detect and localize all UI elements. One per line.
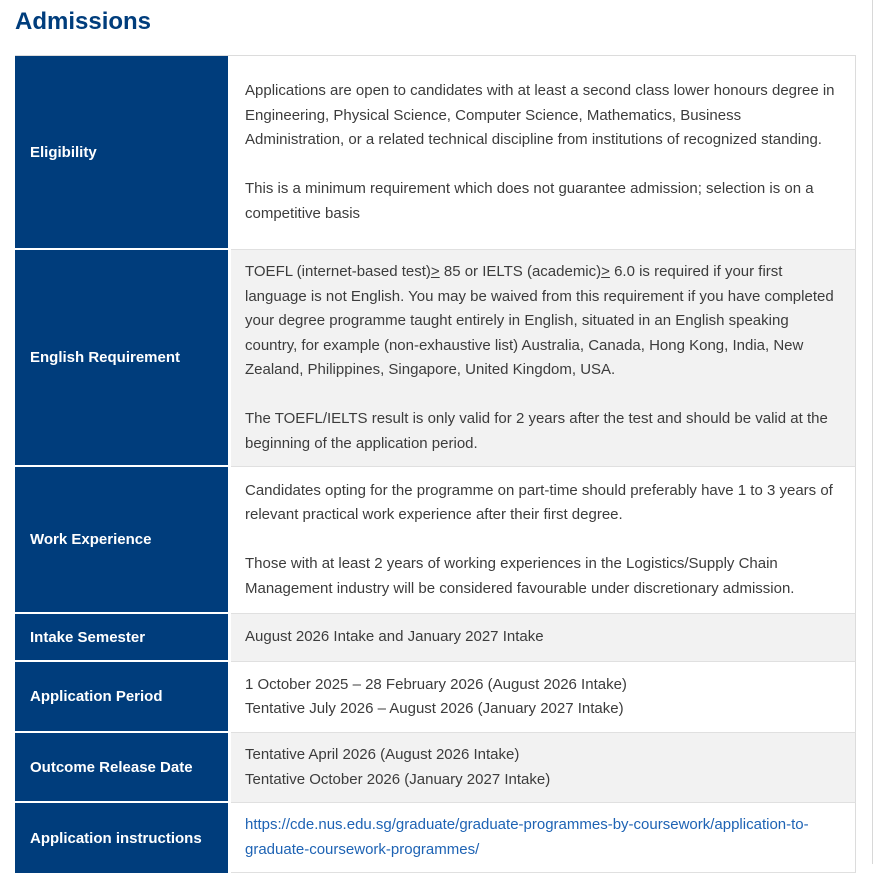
- row-label-text: Application Period: [30, 688, 163, 705]
- application-period-line-2: Tentative July 2026 – August 2026 (January 2027 Intake): [245, 700, 624, 717]
- row-label-text: Application instructions: [30, 829, 202, 847]
- text-segment: 85 or IELTS (academic): [439, 263, 602, 280]
- row-label-eligibility: [15, 56, 231, 250]
- row-content-outcome-release-date: [231, 733, 856, 803]
- row-label-intake-semester: [15, 614, 231, 662]
- application-instructions-paragraph: [245, 813, 840, 862]
- english-requirement-paragraph-2: The TOEFL/IELTS result is only valid for 2 years after the test and should be valid at the beginning of the application period.: [245, 410, 828, 452]
- english-requirement-paragraph-1: [245, 260, 840, 383]
- table-row-application-period: [15, 662, 856, 733]
- gte-symbol: >: [430, 263, 440, 280]
- row-label-outcome-release-date: [15, 733, 231, 803]
- row-content-application-period: [231, 662, 856, 733]
- page-edge-divider: [872, 0, 873, 864]
- intake-semester-value: August 2026 Intake and January 2027 Intake: [245, 628, 544, 646]
- eligibility-paragraph-1: Applications are open to candidates with at least a second class lower honours degree in Engineering, Physical Science, Computer Science, Mathematics, Business Administration, or a related technical discipline from institutions of recognized standing.: [245, 82, 835, 148]
- outcome-release-date-lines: [245, 743, 840, 792]
- row-content-application-instructions: [231, 803, 856, 873]
- row-label-english-requirement: [15, 250, 231, 467]
- application-instructions-link[interactable]: https://cde.nus.edu.sg/graduate/graduate-programmes-by-coursework/application-to-graduate-coursework-programmes/: [245, 816, 809, 858]
- row-label-work-experience: [15, 467, 231, 614]
- table-row-eligibility: [15, 56, 856, 250]
- table-row-intake-semester: [15, 614, 856, 662]
- text-segment: TOEFL (internet-based test): [245, 263, 431, 280]
- row-label-text: Outcome Release Date: [30, 758, 193, 776]
- table-row-outcome-release-date: [15, 733, 856, 803]
- row-label-text: Work Experience: [30, 531, 152, 548]
- row-label-application-instructions: [15, 803, 231, 873]
- text-segment: 6.0 is required if your first language is not English. You may be waived from this requirement if you have completed your degree programme taught entirely in English, situated in an English speaking country, for example (non-exhaustive list) Australia, Canada, Hong Kong, India, New Zealand, Philippines, Singapore, United Kingdom, USA.: [245, 263, 834, 378]
- row-label-text: English Requirement: [30, 349, 181, 366]
- row-label-application-period: [15, 662, 231, 733]
- eligibility-paragraph-2: This is a minimum requirement which does not guarantee admission; selection is on a competitive basis: [245, 180, 814, 222]
- work-experience-paragraph-2: Those with at least 2 years of working experiences in the Logistics/Supply Chain Management industry will be considered favourable under discretionary admission.: [245, 555, 795, 597]
- row-content-work-experience: [231, 467, 856, 614]
- page-title: Admissions: [15, 8, 152, 35]
- row-content-eligibility: [231, 56, 856, 250]
- gte-symbol: >: [601, 263, 610, 280]
- row-content-intake-semester: [231, 614, 856, 662]
- outcome-release-line-2: Tentative October 2026 (January 2027 Intake): [245, 770, 551, 788]
- row-label-text: Intake Semester: [30, 628, 146, 646]
- work-experience-paragraph-1: Candidates opting for the programme on part-time should preferably have 1 to 3 years of relevant practical work experience after their first degree.: [245, 481, 833, 524]
- table-row-work-experience: [15, 467, 856, 614]
- admissions-table: [15, 55, 856, 873]
- application-period-line-1: 1 October 2025 – 28 February 2026 (August 2026 Intake): [245, 675, 627, 693]
- table-row-english-requirement: [15, 250, 856, 467]
- outcome-release-line-1: Tentative April 2026 (August 2026 Intake): [245, 746, 520, 763]
- table-row-application-instructions: [15, 803, 856, 873]
- row-label-text: Eligibility: [30, 143, 97, 161]
- row-content-english-requirement: [231, 250, 856, 467]
- application-period-lines: [245, 673, 840, 722]
